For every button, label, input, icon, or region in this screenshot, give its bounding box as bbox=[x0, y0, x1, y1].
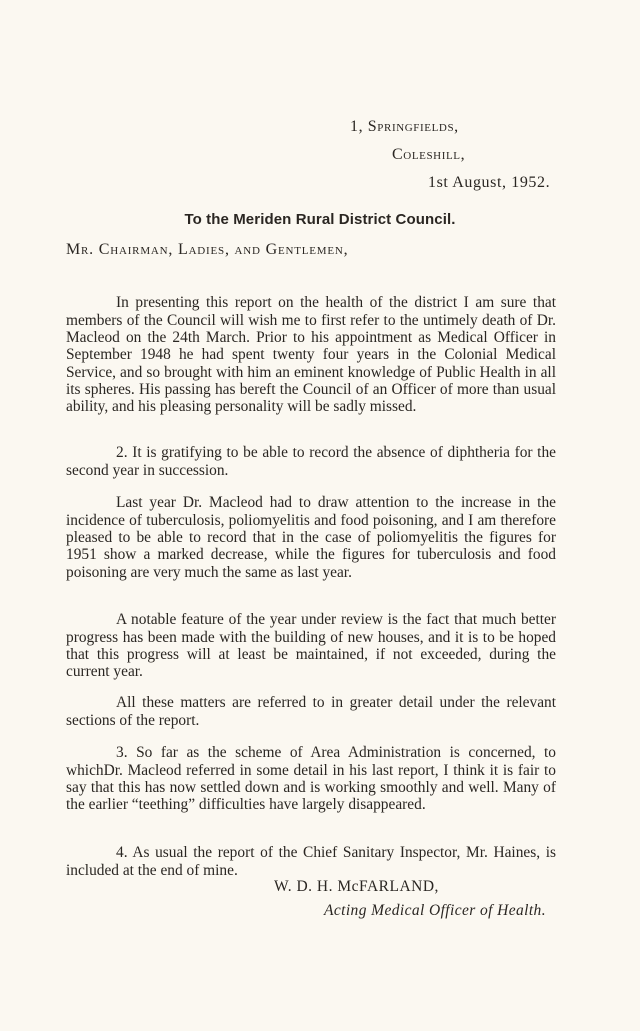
address-line-town: Coleshill, bbox=[392, 146, 466, 163]
letter-date: 1st August, 1952. bbox=[428, 174, 551, 191]
paragraph-details-reference: All these matters are referred to in greater detail under the relevant sections of the report. bbox=[66, 694, 556, 729]
signature-title: Acting Medical Officer of Health. bbox=[324, 902, 546, 919]
salutation: Mr. Chairman, Ladies, and Gentlemen, bbox=[66, 241, 349, 258]
paragraph-disease-incidence: Last year Dr. Macleod had to draw attention to the increase in the incidence of tuberculosis, poliomyelitis and food poisoning, and I am therefore pleased to be able to record that in the case of poliomyelitis the figures for 1951 show a marked decrease, while the figures for tuberculosis and food poisoning are very much the same as last year. bbox=[66, 494, 556, 581]
paragraph-area-administration: 3. So far as the scheme of Area Administration is concerned, to whichDr. Macleod referred in some detail in his last report, I think it is fair to say that this has now settled down and is working smoothly and well. Many of the earlier “teething” difficulties have largely disappeared. bbox=[66, 744, 556, 814]
paragraph-housing: A notable feature of the year under review is the fact that much better progress has been made with the building of new houses, and it is to be hoped that this progress will at least be maintained, if not exceeded, during the current year. bbox=[66, 611, 556, 681]
address-line-street: 1, Springfields, bbox=[350, 118, 459, 135]
letter-heading: To the Meriden Rural District Council. bbox=[184, 211, 456, 228]
signature-name: W. D. H. McFARLAND, bbox=[274, 878, 439, 895]
paragraph-sanitary-inspector: 4. As usual the report of the Chief Sanitary Inspector, Mr. Haines, is included at the end of mine. bbox=[66, 844, 556, 879]
paragraph-tribute: In presenting this report on the health of the district I am sure that members of the Council will wish me to first refer to the untimely death of Dr. Macleod on the 24th March. Prior to his appointment as Medical Officer in September 1948 he had spent twenty four years in the Colonial Medical Service, and so brought with him an eminent knowledge of Public Health in all its spheres. His passing has bereft the Council of an Officer of more than usual ability, and his pleasing personality will be sadly missed. bbox=[66, 294, 556, 416]
paragraph-diphtheria: 2. It is gratifying to be able to record the absence of diphtheria for the second year in succession. bbox=[66, 444, 556, 479]
